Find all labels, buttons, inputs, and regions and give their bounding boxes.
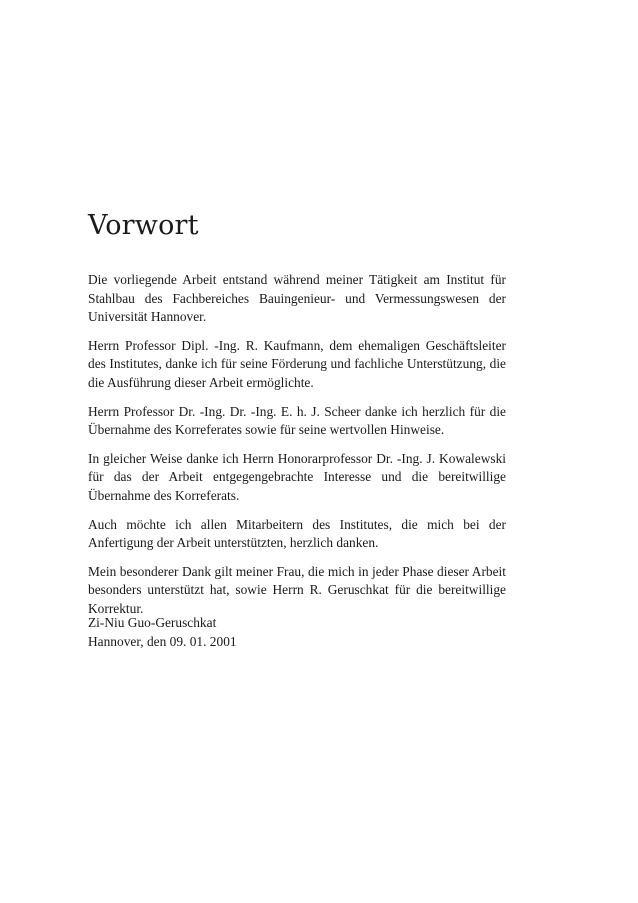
preface-body (88, 271, 506, 629)
paragraph-colleagues: Auch möchte ich allen Mitarbeitern des Institutes, die mich bei der Anfertigung der Arbeit unterstützten, herzlich danken. (88, 516, 506, 551)
author-name: Zi-Niu Guo-Geruschkat (88, 615, 217, 630)
paragraph-kaufmann: Herrn Professor Dipl. -Ing. R. Kaufmann, dem ehemaligen Geschäftsleiter des Institutes, danke ich für seine Förderung und fachliche Unterstützung, die die Ausführung dieser Arbeit ermöglichte. (88, 337, 506, 390)
page-title: Vorwort (88, 210, 199, 241)
signature-block (88, 614, 237, 651)
place-date: Hannover, den 09. 01. 2001 (88, 633, 237, 649)
paragraph-institute: Die vorliegende Arbeit entstand während meiner Tätigkeit am Institut für Stahlbau des Fachbereiches Bauingenieur- und Vermessungswesen der Universität Hannover. (88, 272, 506, 325)
paragraph-family: Mein besonderer Dank gilt meiner Frau, die mich in jeder Phase dieser Arbeit besonders unterstützt hat, sowie Herrn R. Geruschkat für die bereitwillige Korrektur. (88, 563, 506, 616)
paragraph-scheer: Herrn Professor Dr. -Ing. Dr. -Ing. E. h. J. Scheer danke ich herzlich für die Übernahme des Korreferates sowie für seine wertvollen Hinweise. (88, 403, 506, 438)
paragraph-kowalewski: In gleicher Weise danke ich Herrn Honorarprofessor Dr. -Ing. J. Kowalewski für das der Arbeit entgegengebrachte Interesse und die bereitwillige Übernahme des Korreferats. (88, 450, 506, 503)
